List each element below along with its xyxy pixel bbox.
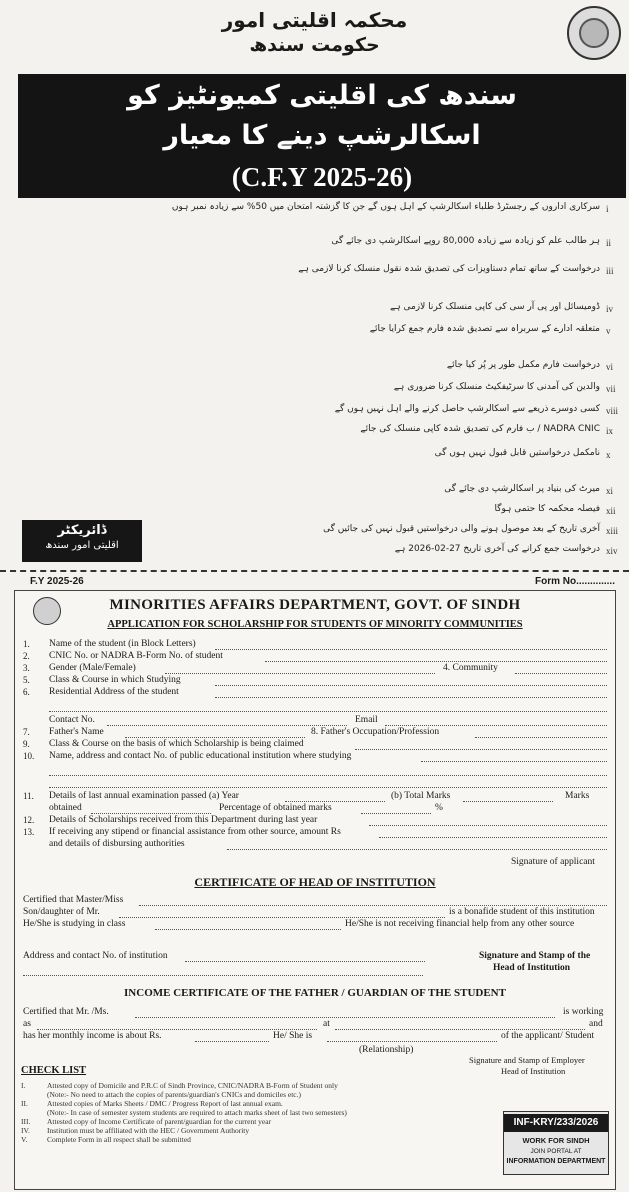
rule-item: x نامکمل درخواستیں قابل قبول نہیں ہوں گی [434,448,611,460]
disbursing-label: and details of disbursing authorities [49,839,185,849]
director-signature-block [22,520,142,562]
rule-item: ii ہر طالب علم کو زیادہ سے زیادہ 80,000 روپے اسکالرشپ دی جائے گی [331,236,612,248]
he-she-is-label: He/ She is [273,1031,313,1041]
class-course-label: Class & Course in which Studying [49,675,181,685]
class-basis-field[interactable] [355,749,607,750]
field-number: 5. [23,675,30,685]
bonafide-label: is a bonafide student of this institution [449,907,595,917]
checklist-number: IV. [21,1126,30,1135]
field-number: 1. [23,639,30,649]
rule-item: vi درخواست فارم مکمل طور پر پُر کیا جائے [446,360,614,372]
field-number: 11. [23,791,34,801]
stamp-code: INF-KRY/233/2026 [504,1114,608,1132]
head-of-institution-label: Head of Institution [493,963,571,973]
fiscal-year-label: F.Y 2025-26 [30,576,84,587]
obtained-marks-field[interactable] [91,813,211,814]
government-urdu: حکومت سندھ [249,34,380,56]
community-field[interactable] [515,673,607,674]
studying-class-label: He/She is studying in class [23,919,126,929]
student-name-field[interactable] [215,649,607,650]
income-certificate-title: INCOME CERTIFICATE OF THE FATHER / GUARDIAN OF THE STUDENT [124,987,506,999]
stipend-label: If receiving any stipend or financial assistance from other source, amount Rs [49,827,341,837]
criteria-list [18,202,626,570]
checklist-item: Attested copy of Income Certificate of parent/guardian for the current year [47,1117,272,1126]
monthly-income-label: has her monthly income is about Rs. [23,1031,162,1041]
field-number: 3. [23,663,30,673]
studying-class-field[interactable] [155,929,341,930]
rule-item: xii فیصلہ محکمہ کا حتمی ہوگا [494,504,616,516]
institution-label: Name, address and contact No. of public educational institution where studying [49,751,352,761]
institution-field[interactable] [421,761,607,762]
cnic-label: CNIC No. or NADRA B-Form No. of student [49,651,223,661]
email-label: Email [355,715,378,725]
percent-sign: % [435,803,443,813]
department-urdu: محکمہ اقلیتی امور [221,8,408,32]
cnic-field[interactable] [265,661,607,662]
checklist-item: Institution must be affiliated with the HEC / Government Authority [47,1126,250,1135]
rule-item: i سرکاری اداروں کے رجسٹرڈ طلباء اسکالرشپ کے اہل ہوں گے جن کا گزشتہ امتحان میں 50% سے زیادہ نمبر ہوں [171,202,609,214]
email-field[interactable] [385,725,607,726]
banner-line-2: اسکالرشپ دینے کا معیار [163,120,481,151]
cut-line [0,570,629,572]
field-number: 13. [23,827,35,837]
institution-field-line-2[interactable] [49,775,607,776]
checklist-number: II. [21,1099,28,1108]
institution-field-line-3[interactable] [49,787,607,788]
checklist-note: (Note:- No need to attach the copies of parents/guardian's CNICs and domiciles etc.) [47,1090,301,1099]
total-marks-field[interactable] [463,801,553,802]
director-title: ڈائریکٹر [57,523,107,538]
form-number-label: Form No.............. [534,576,615,587]
rule-item: iv ڈومیسائل اور پی آر سی کی کاپی منسلک کرنا لازمی ہے [390,302,614,314]
banner-line-1: سندھ کی اقلیتی کمیونٹیز کو [127,80,517,111]
sindh-emblem-icon [567,6,621,60]
field-number: 10. [23,751,35,761]
and-label: and [589,1019,603,1029]
application-form [14,590,616,1190]
rule-item: xi میرٹ کی بنیاد پر اسکالرشپ دی جائے گی [444,484,614,496]
applicant-signature-label: Signature of applicant [511,857,595,867]
checklist-number: III. [21,1117,31,1126]
stamp-line-1: WORK FOR SINDH [522,1136,590,1145]
contact-field[interactable] [107,725,347,726]
father-occupation-label: 8. Father's Occupation/Profession [311,727,440,737]
institution-address-field-line-2[interactable] [23,975,423,976]
as-label: as [23,1019,31,1029]
total-marks-label: (b) Total Marks [391,791,451,801]
relationship-label: (Relationship) [359,1045,414,1055]
rule-item: vii والدین کی آمدنی کا سرٹیفکیٹ منسلک کرنا ضروری ہے [393,382,616,394]
institution-address-label: Address and contact No. of institution [23,951,168,961]
field-number: 6. [23,687,30,697]
field-number: 9. [23,739,30,749]
checklist-item: Complete Form in all respect shall be submitted [47,1135,191,1144]
community-label: 4. Community [443,663,498,673]
form-title: MINORITIES AFFAIRS DEPARTMENT, GOVT. OF SINDH [109,597,521,613]
institution-address-field[interactable] [185,961,425,962]
checklist-note: (Note:- In case of semester system students are required to attach marks sheet of last two semesters) [47,1108,347,1117]
field-number: 12. [23,815,35,825]
relationship-field[interactable] [327,1041,497,1042]
scholarships-received-field[interactable] [369,825,607,826]
employer-head-label: Head of Institution [501,1066,566,1076]
field-number: 2. [23,651,30,661]
contact-label: Contact No. [49,715,95,725]
class-course-field[interactable] [215,685,607,686]
marks-label: Marks [565,791,590,801]
exam-year-field[interactable] [285,801,385,802]
son-daughter-label: Son/daughter of Mr. [23,907,100,917]
certified-master-label: Certified that Master/Miss [23,895,124,905]
rule-item: viii کسی دوسرے ذریعے سے اسکالرشپ حاصل کرنے والے اہل نہیں ہوں گے [334,404,619,416]
at-label: at [323,1019,330,1029]
field-number: 7. [23,727,30,737]
checklist-item: Attested copies of Marks Sheets / DMC / Progress Report of last annual exam. [47,1099,283,1108]
is-working-label: is working [563,1007,604,1017]
rule-item: xiv درخواست جمع کرانے کی آخری تاریخ 27-02-2026 ہے [394,544,618,556]
banner-year: (C.F.Y 2025-26) [231,162,413,192]
director-department: اقلیتی امور سندھ [45,540,119,551]
stipend-amount-field[interactable] [379,837,607,838]
father-occupation-field[interactable] [475,737,607,738]
gender-field[interactable] [165,673,435,674]
banner [18,74,626,198]
certified-master-field[interactable] [139,905,607,906]
income-certified-label: Certified that Mr. /Ms. [23,1007,109,1017]
gender-label: Gender (Male/Female) [49,663,136,673]
monthly-income-field[interactable] [195,1041,269,1042]
father-name-field[interactable] [125,737,305,738]
checklist-number: I. [21,1081,26,1090]
son-daughter-field[interactable] [119,917,445,918]
scholarships-received-label: Details of Scholarships received from this Department during last year [49,815,318,825]
percentage-label: Percentage of obtained marks [219,803,332,813]
checklist-number: V. [21,1135,28,1144]
checklist-title: CHECK LIST [21,1065,87,1076]
employer-signature-label: Signature and Stamp of Employer [469,1055,585,1065]
rule-item: ix NADRA CNIC / ب فارم کی تصدیق شدہ کاپی منسلک کی جائے [360,424,614,436]
no-financial-help-label: He/She is not receiving financial help from any other source [345,919,575,929]
percentage-field[interactable] [361,813,431,814]
stamp-line-3: INFORMATION DEPARTMENT [506,1158,606,1165]
designation-field[interactable] [37,1029,317,1030]
exam-year-label: Details of last annual examination passed (a) Year [49,791,239,801]
of-applicant-label: of the applicant/ Student [501,1031,595,1041]
address-field[interactable] [215,697,607,698]
student-name-label: Name of the student (in Block Letters) [49,639,196,649]
rule-item: iii درخواست کے ساتھ تمام دستاویزات کی تصدیق شدہ نقول منسلک کرنا لازمی ہے [298,264,614,276]
father-name-label: Father's Name [49,727,104,737]
header [0,0,629,80]
head-signature-label: Signature and Stamp of the [479,951,591,961]
checklist-item: Attested copy of Domicile and P.R.C of Sindh Province, CNIC/NADRA B-Form of Student only [47,1081,338,1090]
address-label: Residential Address of the student [49,687,179,697]
rule-item: xiii آخری تاریخ کے بعد موصول ہونے والی درخواستیں قبول نہیں کی جائیں گی [323,524,619,536]
certificate-head-title: CERTIFICATE OF HEAD OF INSTITUTION [194,875,436,889]
address-field-line-2[interactable] [49,711,607,712]
info-department-stamp [503,1111,609,1175]
stamp-line-2: JOIN PORTAL AT [530,1148,582,1155]
obtained-label: obtained [49,803,82,813]
rule-item: v متعلقہ ادارے کے سربراہ سے تصدیق شدہ فارم جمع کرایا جائے [369,324,611,336]
form-subtitle: APPLICATION FOR SCHOLARSHIP FOR STUDENTS OF MINORITY COMMUNITIES [107,619,523,630]
income-certified-field[interactable] [135,1017,555,1018]
class-basis-label: Class & Course on the basis of which Scholarship is being claimed [49,739,304,749]
employer-field[interactable] [335,1029,585,1030]
disbursing-field[interactable] [227,849,607,850]
